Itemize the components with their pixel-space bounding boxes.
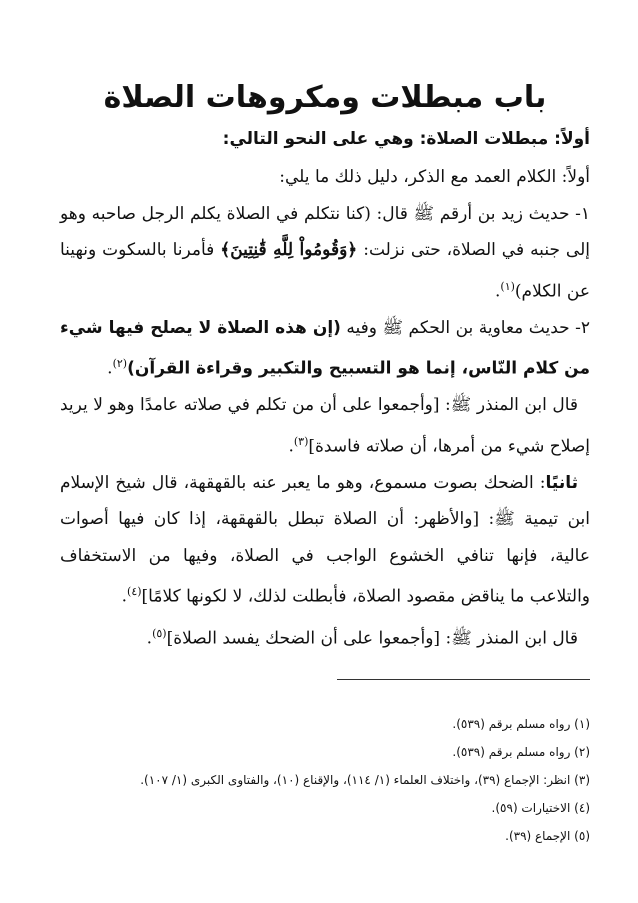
- footnote-ref-5: (٥): [152, 626, 167, 640]
- hadith-1-end: فأمرنا بالسكوت ونهينا عن الكلام): [60, 240, 590, 302]
- quran-verse: ﴿وَقُومُواْ لِلَّهِ قَٰنِتِينَ﴾: [220, 240, 358, 260]
- footnote-1: (١) رواه مسلم برقم (٥٣٩).: [452, 717, 590, 731]
- hadith-2-intro: ٢- حديث معاوية بن الحكم ﷺ وفيه: [340, 317, 590, 338]
- footnote-divider: [337, 679, 590, 680]
- footnote-4: (٤) الاختيارات (٥٩).: [491, 801, 590, 815]
- page-body: [60, 62, 590, 657]
- footnote-ref-2: (٢): [112, 357, 128, 371]
- footnote-3: (٣) انظر: الإجماع (٣٩)، واختلاف العلماء (١/ ١١٤)، والإقناع (١٠)، والفتاوى الكبرى (١/ ١٠٧).: [140, 773, 590, 787]
- footnote-ref-3: (٣): [293, 434, 309, 448]
- ibn-mundhir-2-text: قال ابن المنذر ﷺ: [وأجمعوا على أن الضحك يفسد الصلاة]: [166, 628, 578, 649]
- paragraph-second-point: ثانيًا: الضحك بصوت مسموع، وهو ما يعبر عنه بالقهقهة، قال شيخ الإسلام ابن تيمية ﷺ: [والأظهر: أن الصلاة تبطل بالقهقهة، إذا كان فيها أصوات عالية، فإنها تنافي الخشوع الواجب في الصلاة، وفيها من الاستخفاف والتلاعب ما يناقض مقصود الصلاة، فأبطلت لذلك، لا لكونها كلامًا]$^{(٤)}$.: [60, 472, 590, 608]
- footnotes: [60, 710, 590, 850]
- chapter-title: باب مبطلات ومكروهات الصلاة: [103, 80, 547, 115]
- ibn-mundhir-1-text: قال ابن المنذر ﷺ: [وأجمعوا على أن من تكلم في صلاته عامدًا وهو لا يريد إصلاح شيء من أمرها، أن صلاته فاسدة]: [60, 395, 590, 457]
- footnote-5: (٥) الإجماع (٣٩).: [505, 829, 590, 843]
- footnote-ref-4: (٤): [127, 585, 142, 599]
- paragraph-hadith-1: ١- حديث زيد بن أرقم ﷺ قال: (كنا نتكلم في الصلاة يكلم الرجل صاحبه وهو إلى جنبه في الصلاة، حتى نزلت: ﴿وَقُومُواْ لِلَّهِ قَٰنِتِينَ﴾ فأمرنا بالسكوت ونهينا عن الكلام)$^{(١)}$.: [60, 203, 590, 302]
- hadith-1-text: (كنا نتكلم في الصلاة يكلم الرجل صاحبه وهو إلى جنبه في الصلاة، حتى نزلت:: [60, 203, 590, 260]
- footnote-ref-1: (١): [500, 279, 515, 293]
- paragraph-hadith-2: ٢- حديث معاوية بن الحكم ﷺ وفيه (إن هذه الصلاة لا يصلح فيها شيء من كلام النّاس، إنما هو التسبيح والتكبير وقراءة القرآن)$^{(٢)}$.: [60, 317, 590, 379]
- paragraph-first: أولاً: الكلام العمد مع الذكر، دليل ذلك ما يلي:: [279, 167, 590, 187]
- footnote-2: (٢) رواه مسلم برقم (٥٣٩).: [452, 745, 590, 759]
- second-point-text: : الضحك بصوت مسموع، وهو ما يعبر عنه بالقهقهة، قال شيخ الإسلام ابن تيمية ﷺ: [والأظهر: أن الصلاة تبطل بالقهقهة، إذا كان فيها أصوات عالية، فإنها تنافي الخشوع الواجب في الصلاة، وفيها من الاستخفاف والتلاعب ما يناقض مقصود الصلاة، فأبطلت لذلك، لا لكونها كلامًا]: [60, 472, 590, 608]
- hadith-2-text: (إن هذه الصلاة لا يصلح فيها شيء من كلام النّاس، إنما هو التسبيح والتكبير وقراءة القرآن): [60, 317, 590, 379]
- paragraph-ibn-mundhir-1: قال ابن المنذر ﷺ: [وأجمعوا على أن من تكلم في صلاته عامدًا وهو لا يريد إصلاح شيء من أمرها، أن صلاته فاسدة]$^{(٣)}$.: [60, 395, 590, 457]
- hadith-1-intro: ١- حديث زيد بن أرقم ﷺ قال:: [370, 203, 590, 224]
- paragraph-ibn-mundhir-2: قال ابن المنذر ﷺ: [وأجمعوا على أن الضحك يفسد الصلاة]$^{(٥)}$.: [146, 626, 578, 649]
- section-heading: أولاً: مبطلات الصلاة: وهي على النحو التالي:: [222, 129, 590, 149]
- second-point-label: ثانيًا: [545, 472, 578, 493]
